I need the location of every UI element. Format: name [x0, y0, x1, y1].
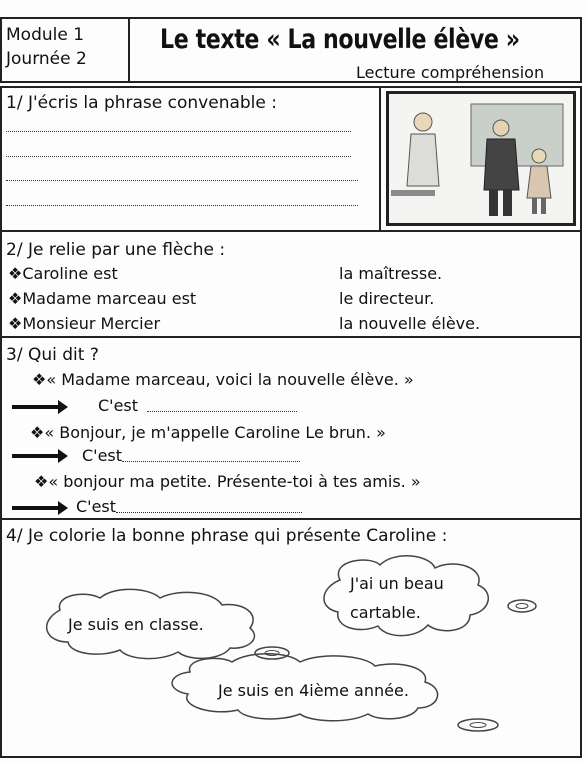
classroom-scene-image: [389, 94, 573, 223]
left-item[interactable]: ❖Caroline est: [8, 264, 118, 283]
bubble-2-text[interactable]: Je suis en classe.: [68, 615, 204, 634]
answer-label: C'est: [76, 497, 117, 516]
bubble-1-cloud: [324, 556, 488, 636]
quote: ❖« Bonjour, je m'appelle Caroline Le brun. »: [30, 423, 386, 442]
module-label: Module 1: [6, 25, 85, 45]
right-item[interactable]: le directeur.: [339, 289, 435, 308]
answer-line[interactable]: [116, 512, 302, 513]
right-item[interactable]: la maîtresse.: [339, 264, 443, 283]
quote: ❖« Madame marceau, voici la nouvelle élève. »: [32, 370, 414, 389]
left-item[interactable]: ❖Monsieur Mercier: [8, 314, 161, 333]
bubble-2-tail: [255, 647, 289, 659]
answer-label: C'est: [82, 446, 123, 465]
bubble-1-line-1[interactable]: J'ai un beau: [350, 574, 444, 593]
answer-line[interactable]: [6, 156, 351, 157]
answer-line[interactable]: [147, 411, 297, 412]
quote: ❖« bonjour ma petite. Présente-toi à tes amis. »: [34, 472, 421, 491]
arrow-icon: [12, 506, 60, 510]
arrow-icon: [12, 405, 60, 409]
arrow-icon: [12, 454, 60, 458]
right-item[interactable]: la nouvelle élève.: [339, 314, 481, 333]
answer-line[interactable]: [6, 180, 358, 181]
day-label: Journée 2: [6, 49, 87, 69]
q4-title: 4/ Je colorie la bonne phrase qui présente Caroline :: [6, 526, 448, 546]
answer-label: C'est: [98, 396, 139, 415]
answer-line[interactable]: [6, 205, 358, 206]
bubble-3-tail: [458, 719, 498, 731]
thought-bubbles: [0, 550, 586, 750]
classroom-illustration: [386, 91, 576, 226]
answer-line[interactable]: [122, 461, 300, 462]
bubble-3-text[interactable]: Je suis en 4ième année.: [218, 681, 409, 700]
q2-title: 2/ Je relie par une flèche :: [6, 240, 226, 260]
q3-title: 3/ Qui dit ?: [6, 345, 99, 365]
q1-title: 1/ J'écris la phrase convenable :: [6, 93, 277, 113]
answer-line[interactable]: [6, 131, 351, 132]
left-item[interactable]: ❖Madame marceau est: [8, 289, 197, 308]
bubble-1-line-2[interactable]: cartable.: [350, 603, 421, 622]
section-1-divider: [379, 86, 381, 232]
page-title: Le texte « La nouvelle élève »: [160, 24, 520, 55]
bubble-1-tail: [508, 600, 536, 612]
page-subtitle: Lecture compréhension: [356, 63, 545, 82]
